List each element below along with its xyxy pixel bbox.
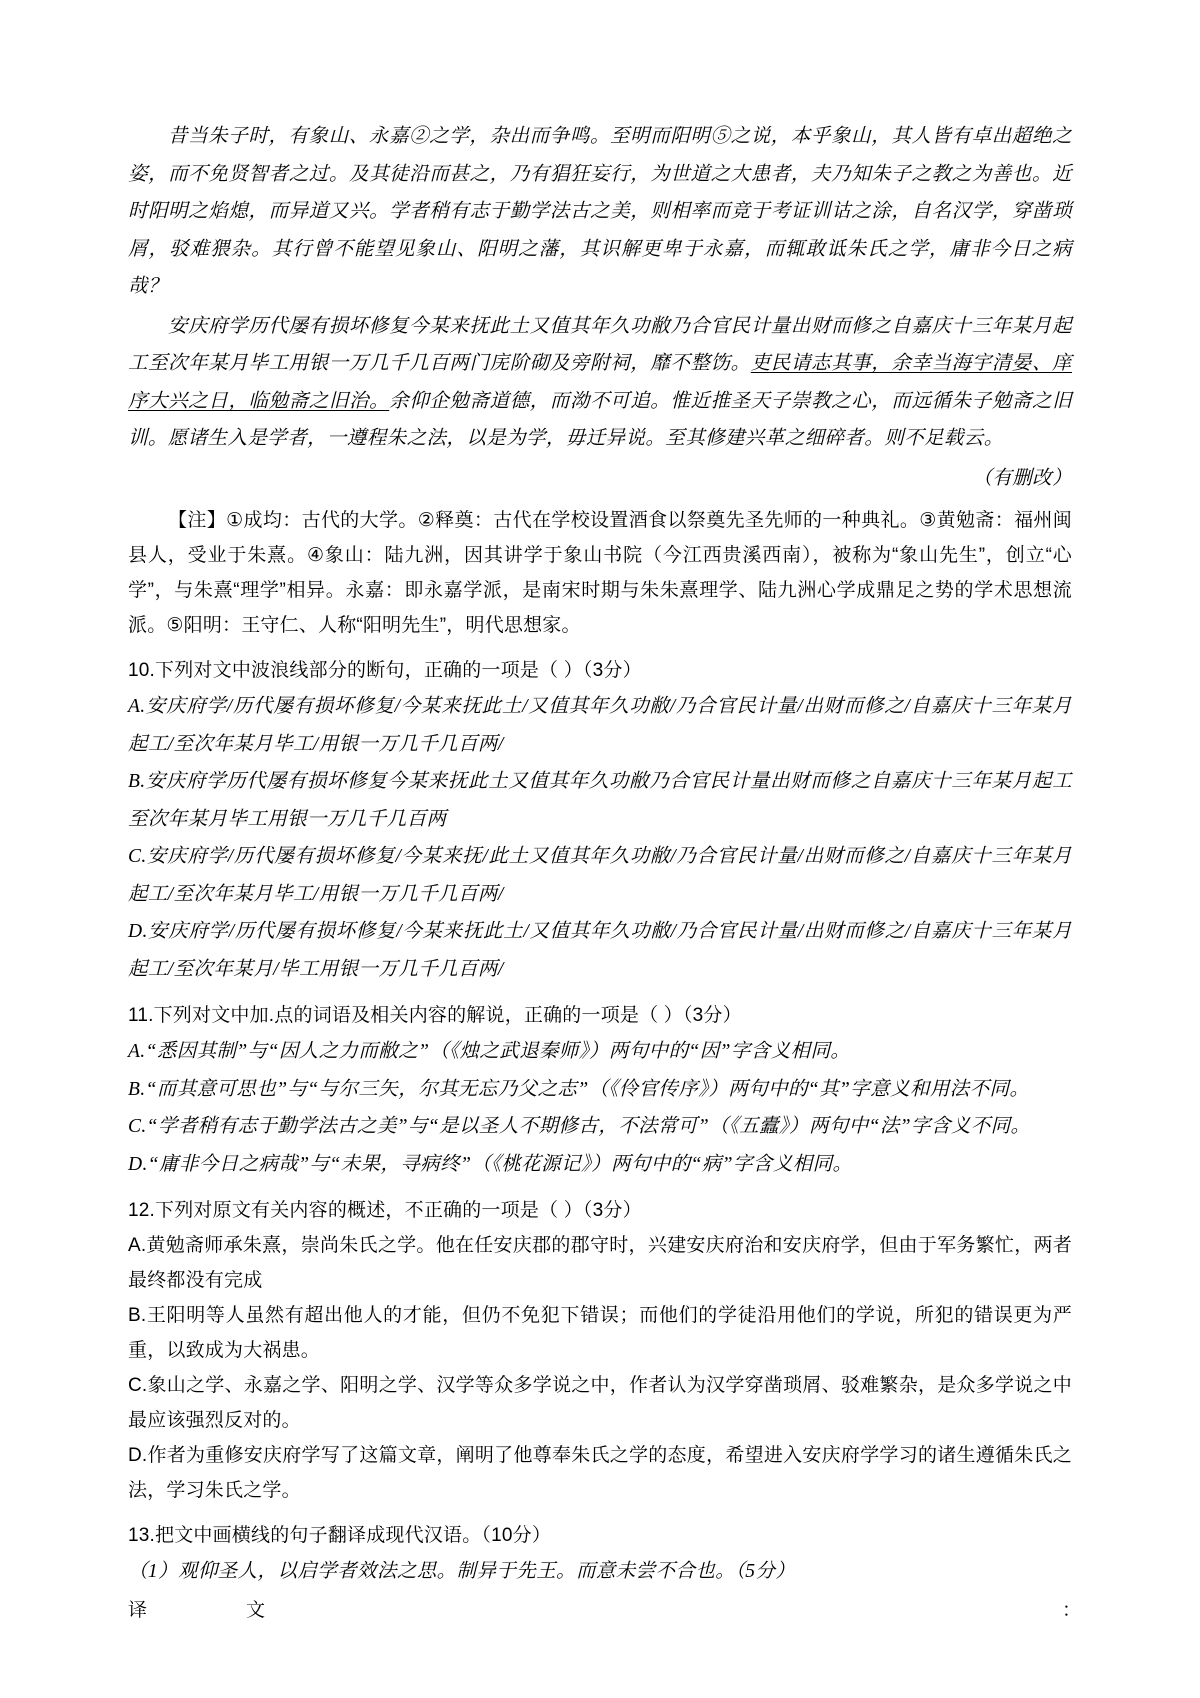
passage-segment-plain-1: 安庆府学历代屡有损坏修复今某来抚此土又值其年久功敝乃合官民计量出财而修之自嘉庆十三年某月起工至次年某月毕工用银一万几千几百两门庑阶砌及旁附祠，靡不整饬。 <box>128 315 1072 374</box>
question-12-option-a[interactable] <box>128 1228 1072 1298</box>
question-10-option-b-text: B.安庆府学历代屡有损坏修复今某来抚此土又值其年久功敝乃合官民计量出财而修之自嘉庆十三年某月起工至次年某月毕工用银一万几千几百两 <box>128 771 1072 830</box>
question-12-option-b[interactable] <box>128 1298 1072 1368</box>
question-11-option-a-text: A.“悉因其制”与“因人之力而敝之”（《烛之武退秦师》）两句中的“因”字含义相同。 <box>128 1041 851 1062</box>
question-10-option-a[interactable] <box>128 688 1072 763</box>
translation-label-2: 文 <box>246 1599 266 1621</box>
notes-block <box>128 503 1072 643</box>
question-10-option-d[interactable] <box>128 913 1072 988</box>
question-11-stem <box>128 998 1072 1033</box>
passage-paragraph-1 <box>128 118 1072 306</box>
question-10-option-c-text: C.安庆府学/历代屡有损坏修复/今某来抚/此土又值其年久功敝/乃合官民计量/出财而修之/自嘉庆十三年某月起工/至次年某月毕工/用银一万几千几百两/ <box>128 846 1072 905</box>
question-11-option-a[interactable] <box>128 1033 1072 1071</box>
passage-source-note-text: （有删改） <box>972 467 1072 489</box>
translation-label-3: ： <box>1062 1599 1082 1621</box>
passage-source-note <box>128 460 1072 498</box>
question-12-stem-text: 下列对原文有关内容的概述，不正确的一项是（ ）（3分） <box>155 1200 642 1221</box>
question-10-stem <box>128 653 1072 688</box>
question-10-stem-text: 下列对文中波浪线部分的断句，正确的一项是（ ）（3分） <box>155 660 642 681</box>
question-11-stem-text: 下列对文中加.点的词语及相关内容的解说，正确的一项是（ ）（3分） <box>153 1005 742 1026</box>
question-11-number: 11. <box>128 1005 154 1026</box>
question-12-option-c[interactable] <box>128 1368 1072 1438</box>
question-10-option-c[interactable] <box>128 838 1072 913</box>
passage-segment-plain-2: 余仰企勉斋道德，而泑不可追。惟近推圣天子崇教之心，而远循朱子勉斋之旧训。愿诸生入是学者，一遵程朱之法，以是为学，毋迁异说。至其修建兴革之细碎者。则不足载云。 <box>128 390 1072 449</box>
question-12-option-a-text: A.黄勉斋师承朱熹，崇尚朱氏之学。他在任安庆郡的郡守时，兴建安庆府治和安庆府学，但由于军务繁忙，两者最终都没有完成 <box>128 1235 1072 1291</box>
question-13-sub-1-text: （1）观仰圣人，以启学者效法之思。制异于先王。而意未尝不合也。（5分） <box>128 1561 796 1582</box>
question-11-option-c-text: C.“学者稍有志于勤学法古之美”与“是以圣人不期修古，不法常可”（《五蠹》）两句中“法”字含义不同。 <box>128 1116 1031 1137</box>
translation-label-1: 译 <box>128 1599 148 1621</box>
question-12-option-b-text: B.王阳明等人虽然有超出他人的才能，但仍不免犯下错误；而他们的学徒沿用他们的学说，所犯的错误更为严重，以致成为大祸患。 <box>128 1305 1072 1361</box>
question-11-option-c[interactable] <box>128 1108 1072 1146</box>
question-12-option-d-text: D.作者为重修安庆府学写了这篇文章，阐明了他尊奉朱氏之学的态度，希望进入安庆府学学习的诸生遵循朱氏之法，学习朱氏之学。 <box>128 1445 1072 1501</box>
question-12-stem <box>128 1193 1072 1228</box>
passage-segment-underlined: 吏民请志其事，余幸当海宇清晏、庠序大兴之日，临勉斋之旧治。 <box>128 353 1072 412</box>
question-11-option-d[interactable] <box>128 1146 1072 1184</box>
question-13-sub-1 <box>128 1553 1072 1591</box>
question-10-option-b[interactable] <box>128 763 1072 838</box>
question-10-number: 10. <box>128 660 156 681</box>
notes-text: ①成均：古代的大学。②释奠：古代在学校设置酒食以祭奠先圣先师的一种典礼。③黄勉斋：福州闽县人，受业于朱熹。④象山：陆九洲，因其讲学于象山书院（今江西贵溪西南），被称为“象山先生”，创立“心学”，与朱熹“理学”相异。永嘉：即永嘉学派，是南宋时期与朱朱熹理学、陆九洲心学成鼎足之势的学术思想流派。⑤阳明：王守仁、人称“阳明先生”，明代思想家。 <box>128 510 1072 636</box>
question-12-option-c-text: C.象山之学、永嘉之学、阳明之学、汉学等众多学说之中，作者认为汉学穿凿琐屑、驳难繁杂，是众多学说之中最应该强烈反对的。 <box>128 1375 1072 1431</box>
question-11-option-b[interactable] <box>128 1071 1072 1109</box>
question-10-option-a-text: A.安庆府学/历代屡有损坏修复/今某来抚此土/又值其年久功敝/乃合官民计量/出财而修之/自嘉庆十三年某月起工/至次年某月毕工/用银一万几千几百两/ <box>128 696 1072 755</box>
question-12-option-d[interactable] <box>128 1438 1072 1508</box>
notes-label: 【注】 <box>168 510 227 531</box>
translation-answer-row[interactable] <box>128 1593 1082 1628</box>
passage-paragraph-1-text: 昔当朱子时，有象山、永嘉②之学，杂出而争鸣。至明而阳明⑤之说，本乎象山，其人皆有卓出超绝之姿，而不免贤智者之过。及其徒沿而甚之，乃有猖狂妄行，为世道之大患者，夫乃知朱子之教之为善也。近时阳明之焰熄，而异道又兴。学者稍有志于勤学法古之美，则相率而竞于考证训诂之涂，自名汉学，穿凿琐屑，驳难猥杂。其行曾不能望见象山、阳明之藩，其识解更卑于永嘉，而辄敢诋朱氏之学，庸非今日之病哉？ <box>128 126 1072 297</box>
passage-paragraph-2 <box>128 308 1072 458</box>
question-11-option-b-text: B.“而其意可思也”与“与尔三矢，尔其无忘乃父之志”（《伶官传序》）两句中的“其”字意义和用法不同。 <box>128 1078 1030 1100</box>
question-13-stem-text: 把文中画横线的句子翻译成现代汉语。（10分） <box>155 1525 552 1546</box>
question-12-number: 12. <box>128 1200 156 1221</box>
question-13-number: 13. <box>128 1525 156 1546</box>
question-13-stem <box>128 1518 1072 1553</box>
question-11-option-d-text: D.“庸非今日之病哉”与“未果，寻病终”（《桃花源记》）两句中的“病”字含义相同。 <box>128 1153 853 1175</box>
question-10-option-d-text: D.安庆府学/历代屡有损坏修复/今某来抚此土/又值其年久功敝/乃合官民计量/出财而修之/自嘉庆十三年某月起工/至次年某月/毕工用银一万几千几百两/ <box>128 921 1072 980</box>
